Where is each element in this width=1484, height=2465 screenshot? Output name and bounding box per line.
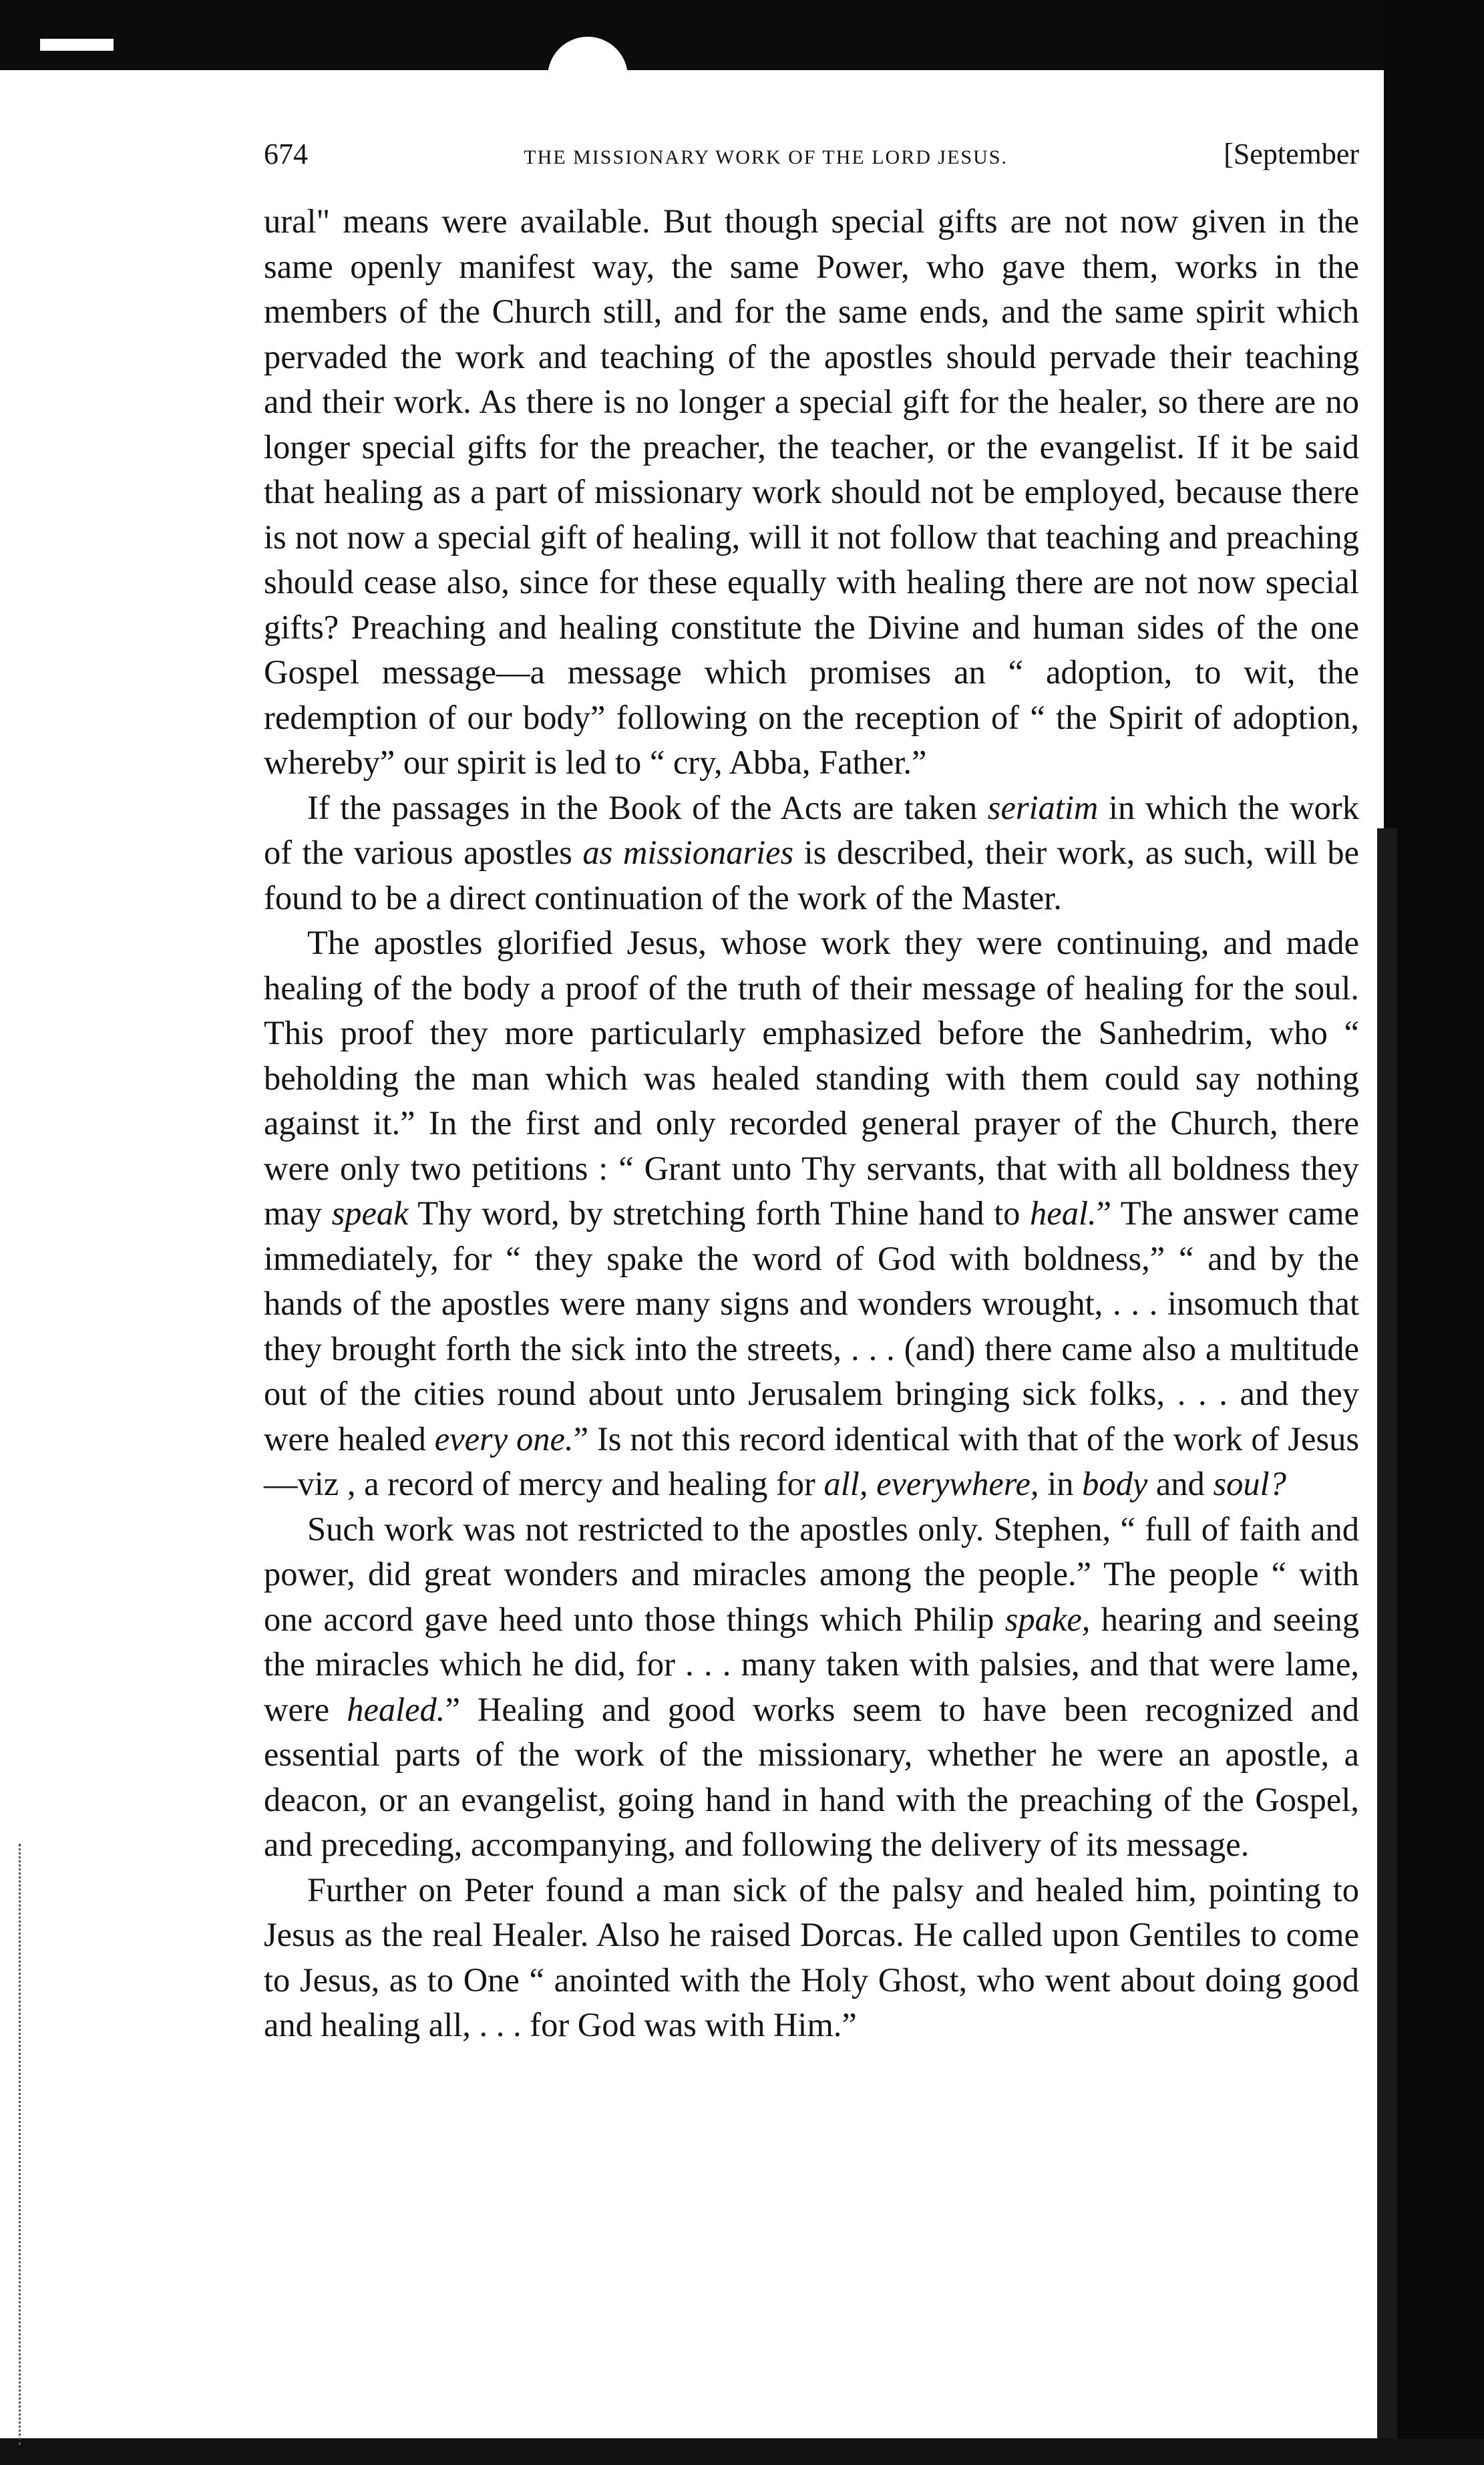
- body-text: [264, 199, 1359, 2048]
- paragraph: [264, 199, 1359, 786]
- text-run: ” Healing and good works seem to have been recognized and essential parts of the work of the missionary, whether he were an apostle, a deacon, or an evangelist, going hand in hand with the preaching of the Gospel, and preceding, accompanying, and following the delivery of its message.: [264, 1690, 1359, 1863]
- book-page: [264, 137, 1359, 2048]
- running-head: [264, 137, 1359, 171]
- paragraph: [264, 786, 1359, 921]
- italic-run: healed.: [347, 1690, 445, 1728]
- scan-tab: [548, 37, 628, 77]
- italic-run: speak: [331, 1194, 409, 1232]
- italic-run: seriatim: [987, 788, 1099, 826]
- scan-right-shadow: [1377, 828, 1397, 2465]
- text-run: is described, their work, as such, will be found to be a direct continuation of the work of the Master.: [264, 834, 1359, 917]
- text-run: ” The answer came immediately, for “ they spake the word of God with boldness,” “ and by the hands of the apostles were many signs and wonders wrought, . . . insomuch that they brought forth the sick into the streets, . . . (and) there came also a multitude out of the cities round about unto Jerusalem bringing sick folks, . . . and they were healed: [264, 1194, 1359, 1458]
- italic-run: every one.: [434, 1420, 574, 1458]
- text-run: If the passages in the Book of the Acts are taken: [307, 788, 988, 826]
- page-number: 674: [264, 138, 308, 170]
- italic-run: as missionaries: [582, 834, 794, 871]
- text-run: Thy word, by stretching forth Thine hand to: [408, 1194, 1031, 1232]
- running-month: [September: [1224, 138, 1359, 170]
- text-run: hearing and seeing the miracles which he did, for . . . many taken with palsies, and that were lame, were: [264, 1600, 1359, 1728]
- paragraph: [264, 921, 1359, 1507]
- text-run: and: [1147, 1465, 1214, 1502]
- italic-run: all, everywhere,: [823, 1465, 1039, 1502]
- scan-top-edge: [0, 0, 1484, 70]
- scan-bottom-edge: [0, 2438, 1484, 2465]
- text-run: The apostles glorified Jesus, whose work they were continuing, and made healing of the body a proof of the truth of their message of healing for the soul. This proof they more particularly emphasized before the Sanhedrim, who “ beholding the man which was healed standing with them could say nothing against it.” In the first and only recorded general prayer of the Church, there were only two petitions : “ Grant unto Thy servants, that with all boldness they may: [264, 924, 1359, 1232]
- gutter-marks: [19, 1844, 25, 2445]
- italic-run: spake,: [1004, 1600, 1091, 1638]
- paragraph: [264, 1868, 1359, 2048]
- italic-run: soul?: [1213, 1465, 1286, 1502]
- italic-run: heal.: [1030, 1194, 1097, 1232]
- scan-notch: [40, 39, 114, 51]
- text-run: ural" means were available. But though special gifts are not now given in the same openly manifest way, the same Power, who gave them, works in the members of the Church still, and for the same ends, and the same spirit which pervaded the work and teaching of the apostles should pervade their teaching and their work. As there is no longer a special gift for the healer, so there are no longer special gifts for the preacher, the teacher, or the evangelist. If it be said that healing as a part of missionary work should not be employed, because there is not now a special gift of healing, will it not follow that teaching and preaching should cease also, since for these equally with healing there are not now special gifts? Preaching and healing constitute the Divine and human sides of the one Gospel message—a message which promises an “ adoption, to wit, the redemption of our body” following on the reception of “ the Spirit of adoption, whereby” our spirit is led to “ cry, Abba, Father.”: [264, 202, 1359, 781]
- scan-right-edge: [1384, 0, 1484, 2465]
- paragraph: [264, 1507, 1359, 1868]
- running-title: THE MISSIONARY WORK OF THE LORD JESUS.: [524, 146, 1008, 168]
- text-run: Further on Peter found a man sick of the palsy and healed him, pointing to Jesus as the real Healer. Also he raised Dorcas. He called upon Gentiles to come to Jesus, as to One “ anointed with the Holy Ghost, who went about doing good and healing all, . . . for God was with Him.”: [264, 1870, 1359, 2043]
- text-run: Such work was not restricted to the apostles only. Stephen, “ full of faith and power, did great wonders and miracles among the people.” The people “ with one accord gave heed unto those things which Philip: [264, 1510, 1359, 1638]
- text-run: in which the work of the various apostles: [264, 788, 1359, 871]
- text-run: ” Is not this record identical with that of the work of Jesus—viz , a record of mercy and healing for: [264, 1420, 1359, 1502]
- italic-run: body: [1082, 1465, 1148, 1502]
- text-run: in: [1039, 1465, 1083, 1502]
